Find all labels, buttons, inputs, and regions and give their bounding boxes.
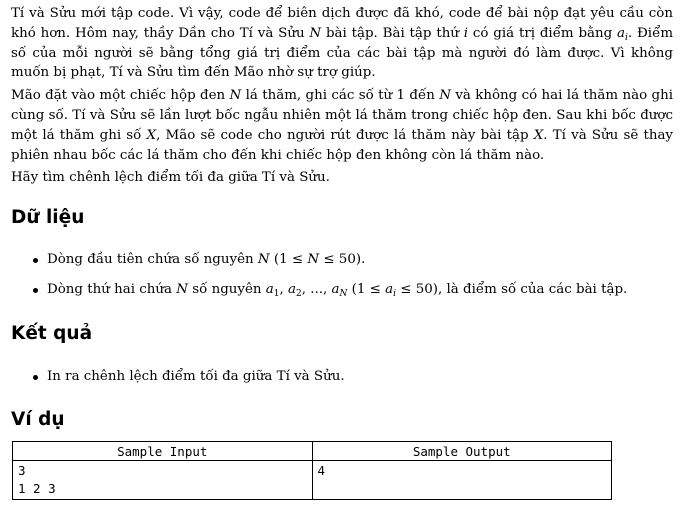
math-n: N <box>229 88 242 104</box>
input-list <box>11 250 673 300</box>
example-heading: Ví dụ <box>11 409 65 431</box>
math-x: X <box>533 127 544 143</box>
sample-output-cell <box>312 461 612 500</box>
text: , Mão sẽ code cho người rút được lá thăm này bài tập <box>156 127 534 143</box>
table-row <box>13 461 612 500</box>
text: In ra chênh lệch điểm tối đa giữa Tí và Sửu. <box>47 369 345 385</box>
math-sub: 1 <box>273 289 280 300</box>
text: (1 ≤ <box>347 282 386 298</box>
intro-paragraph <box>11 4 673 83</box>
math-x: X <box>146 127 157 143</box>
table-header-row <box>13 442 612 461</box>
math-n: N <box>257 252 270 268</box>
text: (1 ≤ <box>269 252 308 268</box>
math-n: N <box>307 252 320 268</box>
math-a: a <box>385 282 394 298</box>
text: và không có hai lá thăm nào ghi cùng số. Tí và Sửu sẽ lần lượt bốc ngẫu nhiên một lá thăm trong chiếc hộp đen. Sau khi bốc được một lá thăm ghi số <box>11 88 673 143</box>
text: ≤ 50), là điểm số của các bài tập. <box>396 282 628 298</box>
output-list <box>11 367 673 387</box>
sample-input-header: Sample Input <box>13 442 313 461</box>
text: ≤ 50). <box>319 252 366 268</box>
math-sub: N <box>339 289 348 300</box>
text: , <box>279 282 289 298</box>
math-n: N <box>176 282 188 298</box>
sample-input-text: 3 1 2 3 <box>18 463 56 496</box>
text: Dòng thứ hai chứa <box>47 282 177 298</box>
math-n: N <box>309 25 322 41</box>
list-item <box>11 280 673 300</box>
text: . Điểm số của mỗi người sẽ bằng tổng giá trị điểm của các bài tập mà người đó làm được. Vì không muốn bị phạt, Tí và Sửu tìm đến Mão nhờ sự trợ giúp. <box>11 25 674 81</box>
text: có giá trị điểm bằng <box>468 25 618 41</box>
math-a: a <box>617 25 626 41</box>
math-sub: 2 <box>296 289 302 300</box>
sample-input-cell <box>13 461 313 500</box>
text: Dòng đầu tiên chứa số nguyên <box>47 252 258 268</box>
list-item <box>11 250 673 270</box>
text: Tí và Sửu mới tập code. Vì vậy, code để biên dịch được đã khó, code để bài nộp đạt yêu cầu còn khó hơn. Hôm nay, thầy Dần cho Tí và Sửu <box>11 6 673 41</box>
bullet-icon <box>33 288 38 293</box>
output-heading: Kết quả <box>11 323 93 345</box>
text: bài tập. Bài tập thứ <box>321 25 464 41</box>
text: số nguyên <box>188 282 266 298</box>
math-a: a <box>265 282 274 298</box>
input-heading: Dữ liệu <box>11 207 85 229</box>
task-paragraph: Hãy tìm chênh lệch điểm tối đa giữa Tí và Sửu. <box>11 170 330 186</box>
math-i: i <box>463 25 469 41</box>
math-a: a <box>331 282 340 298</box>
sample-output-header: Sample Output <box>312 442 612 461</box>
bullet-icon <box>33 375 38 380</box>
sample-output-text: 4 <box>317 463 326 478</box>
text: Mão đặt vào một chiếc hộp đen <box>11 88 230 104</box>
text: , ..., <box>301 282 332 298</box>
math-n: N <box>439 88 451 104</box>
bullet-icon <box>33 258 38 263</box>
text: . Tí và Sửu sẽ thay phiên nhau bốc các lá thăm cho đến khi chiếc hộp đen không còn lá thăm nào. <box>11 127 673 163</box>
math-a: a <box>288 282 296 298</box>
math-sub: i <box>393 289 396 300</box>
problem-statement <box>11 4 673 432</box>
sample-table <box>12 441 612 500</box>
rules-paragraph <box>11 86 673 165</box>
math-sub-i: i <box>625 32 628 43</box>
text: lá thăm, ghi các số từ 1 đến <box>241 88 440 104</box>
list-item <box>11 367 673 387</box>
